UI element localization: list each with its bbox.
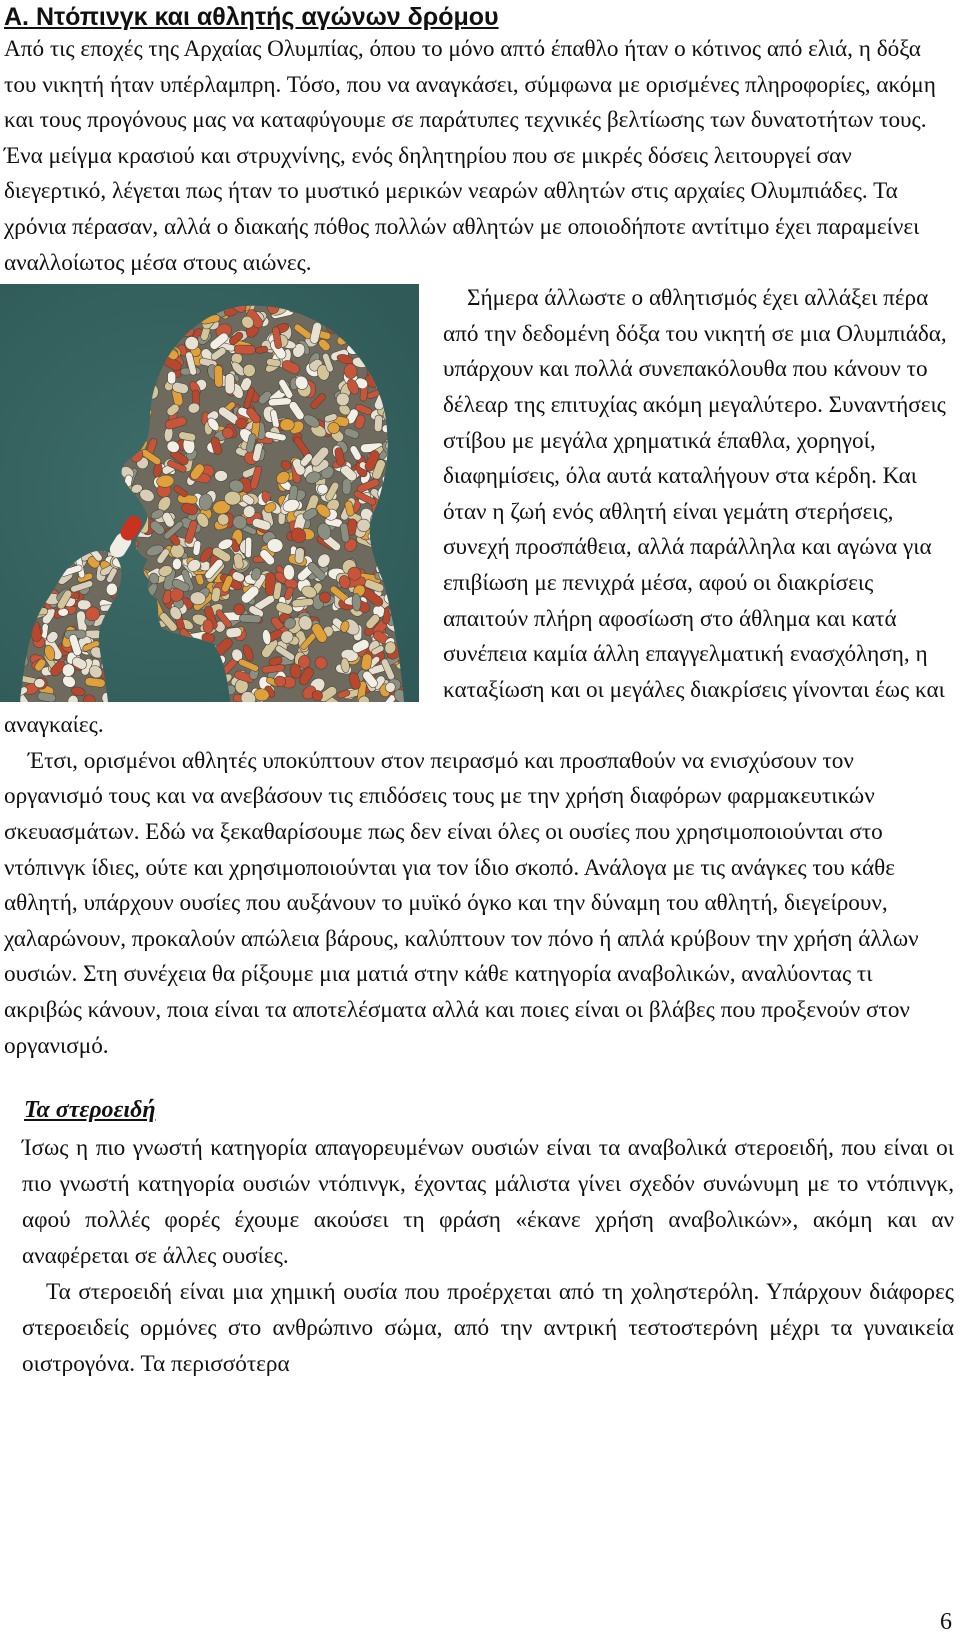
section-heading: Τα στεροειδή <box>24 1097 156 1124</box>
page-number: 6 <box>940 1609 952 1635</box>
intro-paragraph: Από τις εποχές της Αρχαίας Ολυμπίας, όπου το μόνο απτό έπαθλο ήταν ο κότινος από ελιά, η δόξα του νικητή ήταν υπέρλαμπρη. Τόσο, που να αναγκάσει, σύμφωνα με ορισμένες πληροφορίες, ακόμη και τους προγόνους μας να καταφύγουμε σε παράτυπες τεχνικές βελτίωσης των δυνατοτήτων τους. Ένα μείγμα κρασιού και στρυχνίνης, ενός δηλητηρίου που σε μικρές δόσεις λειτουργεί σαν διεγερτικό, λέγεται πως ήταν το μυστικό μερικών νεαρών αθλητών στις αρχαίες Ολυμπιάδες. Τα χρόνια πέρασαν, αλλά ο διακαής πόθος πολλών αθλητών με οποιοδήποτε αντίτιμο έχει παραμείνει αναλλοίωτος μέσα στους αιώνες. <box>4 36 936 276</box>
wrap-paragraph: Σήμερα άλλωστε ο αθλητισμός έχει αλλάξει πέρα από την δεδομένη δόξα του νικητή σε μια Ολυμπιάδα, υπάρχουν και πολλά συνεπακόλουθα που κάνουν το δέλεαρ της επιτυχίας ακόμη μεγαλύτερο. Συναντήσεις στίβου με μεγάλα χρηματικά έπαθλα, χορηγοί, διαφημίσεις, όλα αυτά καταλήγουν στα κέρδη. Και όταν η ζωή ενός αθλητή είναι γεμάτη στερήσεις, συνεχή προσπάθεια, αλλά παράλληλα και αγώνα για επιβίωση με πενιχρά μέσα, αφού οι διακρίσεις απαιτούν πλήρη αφοσίωση στο άθλημα και κατά συνέπεια καμία άλλη επαγγελματική ενασχόληση, η καταξίωση και οι μεγάλες διακρίσεις γίνονται έως και αναγκαίες. <box>4 285 947 739</box>
page-title: Α. Ντόπινγκ και αθλητής αγώνων δρόμου <box>4 3 499 31</box>
section-paragraph-1: Ίσως η πιο γνωστή κατηγορία απαγορευμένων ουσιών είναι τα αναβολικά στεροειδή, που είναι οι πιο γνωστή κατηγορία ουσιών ντόπινγκ, έχοντας μάλιστα γίνει σχεδόν συνώνυμη με το ντόπινγκ, αφού πολλές φορές έχουμε ακούσει τη φράση «έκανε χρήση αναβολικών», ακόμη και αν αναφέρεται σε άλλες ουσίες. <box>22 1135 954 1270</box>
pill-head-illustration <box>0 284 419 702</box>
paragraph-3: Έτσι, ορισμένοι αθλητές υποκύπτουν στον πειρασμό και προσπαθούν να ενισχύσουν τον οργανισμό τους και να ανεβάσουν τις επιδόσεις τους με την χρήση διαφόρων φαρμακευτικών σκευασμάτων. Εδώ να ξεκαθαρίσουμε πως δεν είναι όλες οι ουσίες που χρησιμοποιούνται στο ντόπινγκ ίδιες, ούτε και χρησιμοποιούνται για τον ίδιο σκοπό. Ανάλογα με τις ανάγκες του κάθε αθλητή, υπάρχουν ουσίες που αυξάνουν το μυϊκό όγκο και την δύναμη του αθλητή, διεγείρουν, χαλαρώνουν, προκαλούν απώλεια βάρους, καλύπτουν τον πόνο ή απλά κρύβουν την χρήση άλλων ουσιών. Στη συνέχεια θα ρίξουμε μια ματιά στην κάθε κατηγορία αναβολικών, αναλύοντας τι ακριβώς κάνουν, ποια είναι τα αποτελέσματα αλλά και ποιες είναι οι βλάβες που προξενούν στον οργανισμό. <box>4 747 919 1059</box>
section-paragraph-2: Τα στεροειδή είναι μια χημική ουσία που προέρχεται από τη χοληστερόλη. Υπάρχουν διάφορες στεροειδείς ορμόνες στο ανθρώπινο σώμα, από την αντρική τεστοστερόνη μέχρι τα γυναικεία οιστρογόνα. Τα περισσότερα <box>22 1279 954 1378</box>
pill-head-icon <box>0 284 419 702</box>
